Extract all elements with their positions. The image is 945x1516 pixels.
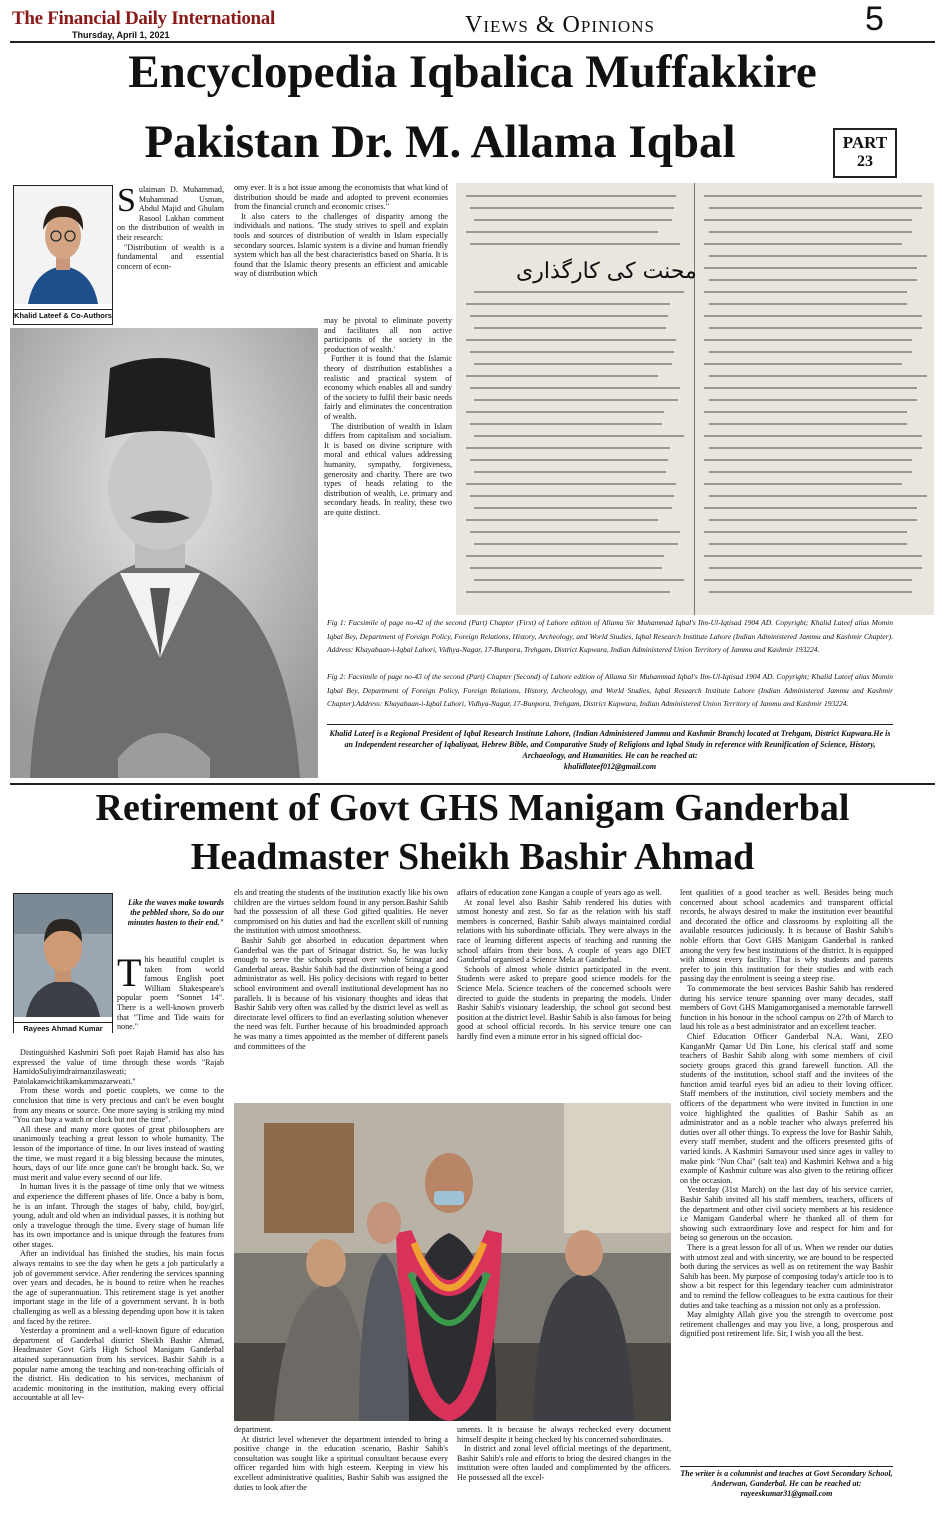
- urdu-text-line: [470, 495, 674, 497]
- article2-col4: [680, 888, 893, 1463]
- urdu-text-line: [466, 447, 670, 449]
- urdu-text-line: [709, 447, 922, 449]
- urdu-text-line: [474, 219, 672, 221]
- urdu-text-line: [704, 507, 917, 509]
- article1-col2-p2: It also caters to the challenges of disparity among the individuals and nations. 'The study strives to spell and explain tools and sources of distribution of wealth in Islam especially secondary sources. Islamic system is a divine and human friendly system which has all the best characteristics based on Sharia. It is found that the Islamic theory presents an efficient and amicable way of distribution which: [234, 211, 448, 279]
- urdu-text-line: [470, 207, 674, 209]
- article2-col3-p3: Schools of almost whole district participated in the event. Students were asked to prepare good science models for the Science Mela. Science teachers of the concerned schools were directed to guide the students in preparing the models. Under Bashir Sahib's visionary leadership, the school got second best position at the district level. Bashir Sahib is also famous for being good at school official records. In his service tenure one can hardly find even a minute error in his signed official doc-: [457, 964, 671, 1041]
- urdu-text-line: [709, 327, 922, 329]
- facsimile-divider: [694, 183, 695, 615]
- urdu-text-line: [704, 531, 907, 533]
- urdu-text-line: [704, 387, 917, 389]
- part-badge: [833, 128, 897, 178]
- urdu-text-line: [474, 327, 666, 329]
- article2-col1-p4: All these and many more quotes of great philosophers are unanimously teaching a great lesson to whole humanity. The lesson of the importance of time. In our lives instead of wasting the time, we must regard it a big blessing because the minutes, hours, days of our life once gone can't be brought back. So, we must merit and value every second of our life.: [13, 1124, 224, 1182]
- urdu-text-line: [709, 519, 917, 521]
- article2-below-b: uments. It is because he always rechecked every document himself despite it being checked by his concerned subordinates.: [457, 1425, 671, 1444]
- urdu-text-line: [704, 579, 912, 581]
- article1-col3-p1: may be pivotal to eliminate poverty and facilitates all non active participants of the society in the production of wealth.': [324, 316, 452, 354]
- article2-col2-bottom: [234, 1425, 448, 1509]
- figure1-caption: Fig 1: Facsimile of page no-42 of the second (Part) Chapter (First) of Lahore edition of Allama Sir Muhammad Iqbal's Ilm-Ul-Iqtisad 1904 AD. Copyright; Khalid Lateef alias Momin Iqbal Bey, Department of Foreign Policy, Foreign Relations, History, Archeology, and World Studies, Iqbal Research Institute Lahore (Indian Administered Jammu and Kashmir Chapter). Address: Khayabaan-i-Iqbal Lahori, Vidhya-Nagar, 17-Bunpora, Trehgam, District Kupwara, Indian Administered Union Territory of Jammu and Kashmir 193224.: [327, 618, 893, 655]
- urdu-text-line: [704, 195, 922, 197]
- urdu-text-line: [466, 375, 658, 377]
- urdu-text-line: [704, 339, 912, 341]
- article2-col2-p2: Bashir Sahib got absorbed in education department when Ganderbal was the part of Srinagar district. So, he was lucky enough to serve the schools spread over whole Srinagar and Ganderbal areas. Bashir Sahib had the distinction of being a good administrator as well. His policy decisions with regard to better school environment and overall institutional development has no parallels. It is because of his visionary thoughts and ideas that Bashir Sahib very often was called by the district level as well as directorate level officers to find an everlasting solution whenever the need was felt. Further because of his broadminded approach he was many a times appointed as the member of different panels and committees of the: [234, 935, 448, 1051]
- part-number: 23: [857, 153, 873, 170]
- urdu-text-line: [709, 375, 927, 377]
- page-number: 5: [865, 0, 884, 38]
- urdu-text-line: [470, 351, 674, 353]
- article2-below-a2: At district level whenever the department intended to bring a positive change in the education scenario, Bashir Sahib's consultation was sought like a spiritual consultant because every officer regarded him with high esteem. Keeping in view his excellent administrative qualities, Bashir Sahib was assigned the duties to look after the: [234, 1434, 448, 1492]
- article2-col3-p2: At zonal level also Bashir Sahib rendered his duties with utmost honesty and zest. So far as the relation with his staff members is concerned, Bashir Sahib always maintained cordial relations with his subordinate officials. They were always in the race of learning different aspects of teaching and running the school affairs from their boss. A couple of years ago DIET Ganderbal organised a Science Mela at Ganderbal.: [457, 897, 671, 965]
- section-title: Views & Opinions: [465, 12, 655, 38]
- article1-col3-p3: The distribution of wealth in Islam differs from capitalism and socialism. It is based on divine scripture with moral and ethical values addressing humanity, sympathy, forgiveness, generosity and charity. There are two types of heads relating to the distribution of wealth, i.e. primary and secondary heads. In reality, these two are quite distinct.: [324, 421, 452, 517]
- urdu-text-line: [709, 423, 907, 425]
- article2-col3-bottom: [457, 1425, 671, 1509]
- urdu-text-line: [474, 291, 684, 293]
- masthead-date: Thursday, April 1, 2021: [72, 30, 170, 40]
- urdu-text-line: [704, 435, 922, 437]
- article1-col2-p1: omy ever. It is a hot issue among the economists that what kind of distribution should be made and adopted to prevent economies from the financial crunch and economic crises.": [234, 183, 448, 212]
- urdu-heading: محنت کی کارگذاری: [516, 259, 697, 284]
- urdu-text-line: [709, 495, 927, 497]
- urdu-text-line: [709, 207, 922, 209]
- urdu-text-line: [466, 411, 664, 413]
- article2-headline-line1: Retirement of Govt GHS Manigam Ganderbal: [95, 787, 850, 829]
- urdu-text-line: [470, 531, 680, 533]
- dropcap-t: T: [117, 955, 142, 995]
- urdu-text-line: [470, 459, 668, 461]
- urdu-text-line: [704, 411, 907, 413]
- author-portrait-icon: [14, 894, 112, 1017]
- article2-col2: [234, 888, 448, 1098]
- farewell-photo-icon: [234, 1103, 671, 1421]
- article2-col4-p4: Yesterday (31st March) on the last day of his service carrier, Bashir Sahib invited all his staff members, teachers, officers of the department and other civil society members at his residence i.e Manigam Ganderbal where he thanked all of them for showing such extraordinary love and respect for him and for being so generous on the occasion.: [680, 1185, 893, 1243]
- urdu-text-line: [709, 591, 912, 593]
- iqbal-portrait-icon: [10, 328, 318, 778]
- urdu-text-line: [474, 435, 684, 437]
- author-bio-text: Khalid Lateef is a Regional President of Iqbal Research Institute Lahore, (Indian Administered Jammu and Kashmir Branch) located at Trehgam, District Kupwara.He is an Independent researcher of Iqbaliyaat, Hebrew Bible, and Comparative Study of Religions and Iqbal Study in reference with Reunification of Science, History, Archaeology, and Humanities. He can be reached at:: [329, 729, 891, 760]
- article2-col1-p7: Yesterday a prominent and a well-known figure of education department of Ganderbal district Sheikh Bashir Ahmad, Headmaster Govt Girls High School Manigam Ganderbal attained superannuation from his services. Bashir Sahib is a popular name among the teaching and non-teaching officials of the district. His dedication to his services, mechanism of academic monitoring in the institution, making every official accountable at all lev-: [13, 1326, 224, 1403]
- urdu-text-line: [709, 399, 917, 401]
- urdu-text-line: [474, 507, 672, 509]
- urdu-text-line: [704, 267, 917, 269]
- urdu-text-line: [474, 471, 666, 473]
- urdu-text-line: [709, 255, 927, 257]
- urdu-text-line: [704, 219, 912, 221]
- figure2-caption: Fig 2: Facsimile of page no-43 of the second (Part) Chapter (Second) of Lahore edition of Allama Sir Muhammad Iqbal's Ilm-Ul-Iqtisad 1904 AD. Copyright; Khalid Lateef alias Momin Iqbal Bey, Department of Foreign Policy, Foreign Relations, History, Archeology, and World Studies, Iqbal Research Institute Lahore (Indian Administered Jammu and Kashmir Chapter).Address: Khayabaan-i-Iqbal Lahori, Vidhya-Nagar, 17-Bunpora, Trehgam, District Kupwara, Indian Administered Union Territory of Jammu and Kashmir 193224.: [327, 672, 893, 709]
- urdu-text-line: [704, 483, 902, 485]
- urdu-text-line: [470, 387, 680, 389]
- urdu-text-line: [466, 483, 676, 485]
- article2-col2-p1: els and treating the students of the institution exactly like his own children are the virtues seldom found in any person.Bashir Sahib had the possession of all these God gifted qualities. He never compromised on his duties and had the excellent skill of running the institution with utmost smoothness.: [234, 888, 448, 936]
- article1-col3: [324, 316, 452, 616]
- header-rule: [10, 41, 935, 43]
- article2-headline-line2: Headmaster Sheikh Bashir Ahmad: [190, 836, 755, 878]
- urdu-text-line: [470, 567, 662, 569]
- article2-col1-top: [117, 955, 224, 1045]
- urdu-text-line: [474, 363, 672, 365]
- article2-col4-p6: May almighty Allah give you the strength to overcome post retirement challenges and may you live, a long, prosperous and dignified post retirement life. Sir, I wish you all the best.: [680, 1310, 893, 1339]
- urdu-text-line: [709, 279, 917, 281]
- article1-col1-p1: ulaiman D. Muhammad, Muhammad Usman, Abdul Majid and Ghulam Rasool Lakhan comment on the distribution of wealth in their research:: [117, 185, 224, 242]
- author-photo-rayees: [13, 893, 113, 1033]
- urdu-text-line: [466, 303, 670, 305]
- urdu-text-line: [466, 555, 664, 557]
- article1-col1-p2: "Distribution of wealth is a fundamental and essential concern of econ-: [117, 242, 224, 271]
- writer-note-rule: [680, 1466, 893, 1467]
- urdu-text-line: [474, 399, 678, 401]
- article2-col3: [457, 888, 671, 1098]
- urdu-text-line: [704, 315, 922, 317]
- urdu-text-line: [709, 351, 912, 353]
- author-portrait-icon: [14, 186, 112, 304]
- urdu-text-line: [470, 423, 662, 425]
- writer-note: The writer is a columnist and teaches at Govt Secondary School, Anderwan, Ganderbal. He can be reached at: rayeeskumar31@gmail.com: [680, 1469, 893, 1498]
- article2-col4-p1: lent qualities of a good teacher as well. Besides being much concerned about school academics and transparent official records, he always desired to make the institution ever beautiful and decorated the office and classrooms by exploiting all the available resources judiciously. It is because of Bashir Sahib's noble efforts that Govt GHS Manigam Ganderbal is ranked among the very few best institutions of the district. It is equipped with almost every facility. That is why students and parents prefer to join this institution for their studies and with each passing day the enrolment is seeing a steep rise.: [680, 888, 893, 984]
- urdu-text-line: [466, 519, 658, 521]
- author-email: khalidlateef012@gmail.com: [563, 762, 657, 771]
- urdu-text-line: [709, 303, 907, 305]
- article1-col3-p2: Further it is found that the Islamic theory of distribution establishes a realistic and practical system of economy which enables all and sundry of the society to fulfil their basic needs fairly and eliminates the concentration of wealth.: [324, 354, 452, 421]
- urdu-text-line: [704, 363, 902, 365]
- urdu-text-line: [704, 243, 902, 245]
- article1-headline-line2: Pakistan Dr. M. Allama Iqbal: [144, 116, 736, 168]
- urdu-text-line: [709, 543, 907, 545]
- article1-col1: [117, 185, 224, 325]
- farewell-event-photo: [234, 1103, 671, 1421]
- urdu-text-line: [709, 567, 922, 569]
- author-bio: [327, 728, 893, 772]
- masthead-title: The Financial Daily International: [12, 8, 275, 29]
- article2-below-a: department.: [234, 1425, 273, 1434]
- caption-rule: [327, 724, 893, 725]
- author-photo-khalid: [13, 185, 113, 325]
- article2-col4-p5: There is a great lesson for all of us. When we render our duties with utmost zeal and with sincerity, we are bound to be respected both during the services as well as on retirement the way Bashir Sahib has been. My purpose of composing today's article too is to show a bit respect for this legendary teacher cum administrator and to remind the fellow colleagues to be extra cautious for their duties and take teaching as a mission not only as a profession.: [680, 1242, 893, 1310]
- dropcap-s: S: [117, 185, 136, 219]
- iqbal-portrait-photo: [10, 328, 318, 778]
- article2-col1-p1: his beautiful couplet is taken from world famous English poet William Shakespeare's popular poem "Sonnet 14". There is a well-known proverb that "Time and Tide waits for none.": [117, 955, 224, 1032]
- article2-below-b2: In district and zonal level official meetings of the department, Bashir Sahib's role and efforts to bring the desired changes in the institution were often lauded and complimented by the officers. He possessed all the excel-: [457, 1444, 671, 1482]
- author-label-khalid: Khalid Lateef & Co-Authors: [14, 311, 112, 320]
- article1-col2: [234, 183, 448, 323]
- article2-col3-p1: affairs of education zone Kangan a couple of years ago as well.: [457, 888, 662, 897]
- urdu-text-line: [709, 471, 912, 473]
- article2-quote: Like the waves make towards the pebbled shore, So do our minutes hasten to their end.": [127, 898, 224, 927]
- article-divider: [10, 783, 935, 785]
- author-label-rayees: Rayees Ahmad Kumar: [14, 1022, 112, 1034]
- article2-col4-p2: To commemorate the best services Bashir Sahib has rendered during his service tenure spanning over many decades, staff members of Govt GHS Manigamorganised a memorable farewell function in his honour in the school campus on 27th of March to laud his role as a best administrator and an excellent teacher.: [680, 983, 893, 1032]
- urdu-text-line: [704, 555, 922, 557]
- urdu-facsimile-scan: [456, 183, 934, 615]
- urdu-text-line: [466, 231, 658, 233]
- article2-col1-p3: From these words and poetic couplets, we come to the conclusion that time is very precious and can't be even bought from any means or source. One more saying is striking my mind "You can buy a watch or clock but not the time".: [13, 1086, 224, 1125]
- article1-headline-line1: Encyclopedia Iqbalica Muffakkire: [128, 46, 817, 98]
- article2-col1-p5: In human lives it is the passage of time only that we witness and experience the different phases of life. Once a baby is born, he is an infant. Through the stages of baby, child, boy/girl, young, adult and old when an individual passes, it is nothing but only a travelogue through the time. Every stage of human life has its own importance and is unique through the features from other stages.: [13, 1182, 224, 1249]
- urdu-text-line: [704, 459, 912, 461]
- urdu-text-line: [466, 339, 676, 341]
- article2-col1-p6: After an individual has finished the studies, his main focus always remains to see the day when he gets a job particularly a job of government service. After rendering the services spanning over years and decades, he is bound to retire when he reaches the age of superannuation. This retirement stage is yet another important stage in the life of a government servant. It is both challenging as well as a blessing depending upon how it is taken and faced by the retiree.: [13, 1249, 224, 1326]
- urdu-text-line: [709, 231, 912, 233]
- urdu-text-line: [470, 315, 668, 317]
- urdu-text-line: [474, 543, 678, 545]
- part-label: PART: [842, 133, 888, 152]
- urdu-text-line: [466, 195, 676, 197]
- urdu-text-line: [470, 243, 680, 245]
- urdu-text-line: [474, 579, 684, 581]
- article2-col4-p3: Chief Education Officer Ganderbal N.A. Wani, ZEO KanganMr Qamar Ud Din Lone, his clerical staff and some teachers of Bashir Sahib along with some members of civil society groups graced this grand farewell function. All the students of the institution, school staff and the invitees of the function amid tearful eyes bid an adieu to their loving officer. Staff members of the institution, civil society members and the officers of the department who were invited in function in one voice highlighted the qualities of Bashir Sahib as an administrator and as a noble teacher who always preferred his duties over all other things. To express the love for Bashir Sahib, every staff member, student and the officers presented gifts of varied kinds. A Kashmiri Samavour used since ages in valley to make pink "Nun Chai" (salt tea) and Kashmiri Kehwa and a big example of Kashmir culture was also given to the retiring officer on the occasion.: [680, 1031, 893, 1185]
- urdu-text-line: [466, 591, 670, 593]
- article2-col1-p2: Distinguished Kashmiri Sofi poet Rajab Hamid has also has expressed the value of time through these words "Rajab HamidoSuliyimdrairnanzilasweati; Patolakanwichtikamkammazarweati.": [13, 1048, 224, 1086]
- urdu-text-line: [704, 291, 907, 293]
- article2-col1: [13, 1048, 224, 1508]
